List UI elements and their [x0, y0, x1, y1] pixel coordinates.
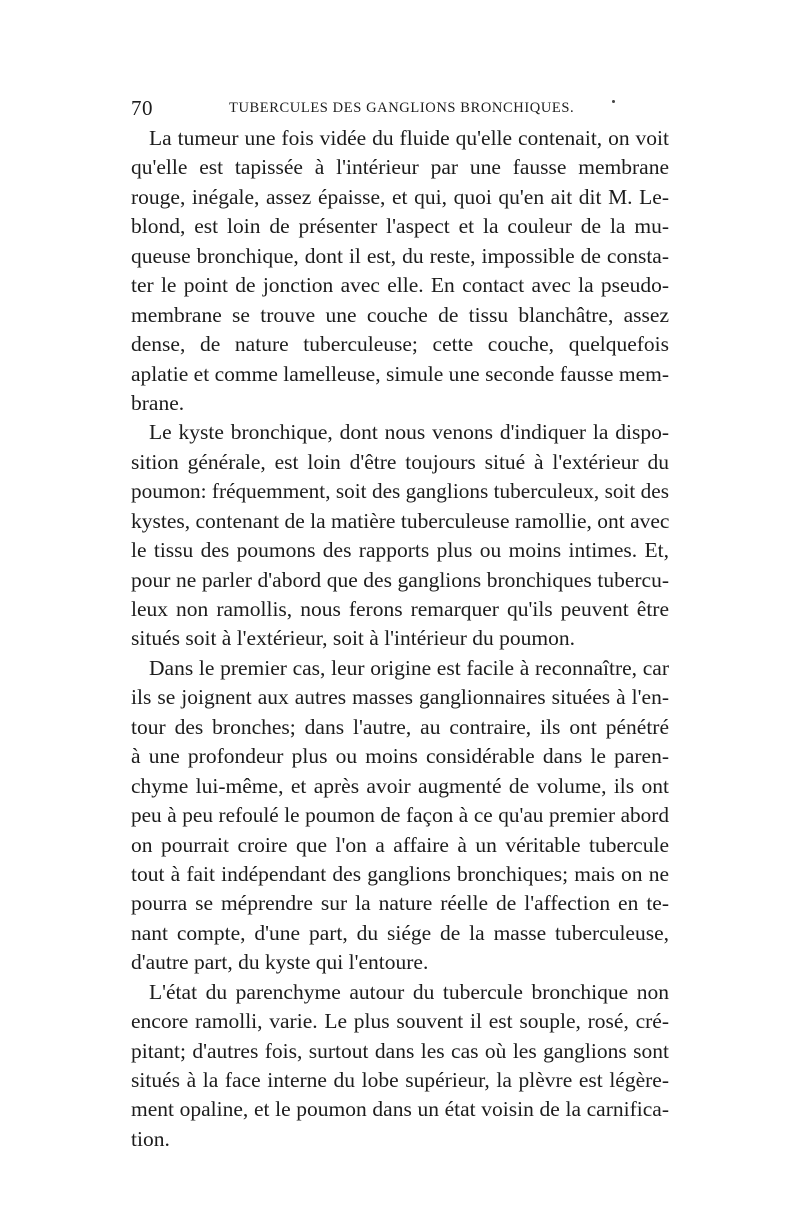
text-line: Le kyste bronchique, dont nous venons d'indiquer la dispo-	[149, 420, 669, 445]
text-line: encore ramolli, varie. Le plus souvent il est souple, rosé, cré-	[131, 1009, 669, 1034]
text-line: situés soit à l'extérieur, soit à l'intérieur du poumon.	[131, 626, 575, 651]
running-head	[131, 96, 611, 122]
text-line: brane.	[131, 390, 185, 415]
text-line: tour des bronches; dans l'autre, au contraire, ils ont pénétré	[131, 714, 669, 739]
text-line: pour ne parler d'abord que des ganglions bronchiques tubercu-	[131, 567, 669, 592]
text-line: nant compte, d'une part, du siége de la masse tuberculeuse,	[131, 920, 669, 945]
text-line: rouge, inégale, assez épaisse, et qui, quoi qu'en ait dit M. Le-	[131, 184, 669, 209]
text-line: ment opaline, et le poumon dans un état voisin de la carnifica-	[131, 1097, 669, 1122]
text-line: pitant; d'autres fois, surtout dans les cas où les ganglions sont	[131, 1038, 669, 1063]
text-line: Dans le premier cas, leur origine est facile à reconnaître, car	[149, 655, 669, 680]
text-line: tout à fait indépendant des ganglions bronchiques; mais on ne	[131, 861, 669, 886]
text-line: d'autre part, du kyste qui l'entoure.	[131, 950, 429, 975]
text-line: qu'elle est tapissée à l'intérieur par une fausse membrane	[131, 155, 669, 180]
text-line: pourra se méprendre sur la nature réelle de l'affection en te-	[131, 891, 669, 916]
text-line: L'état du parenchyme autour du tubercule bronchique non	[149, 979, 669, 1004]
text-line: on pourrait croire que l'on a affaire à un véritable tubercule	[131, 832, 669, 857]
text-line: ter le point de jonction avec elle. En contact avec la pseudo-	[131, 273, 669, 298]
text-line: chyme lui-même, et après avoir augmenté de volume, ils ont	[131, 773, 669, 798]
text-line: La tumeur une fois vidée du fluide qu'elle contenait, on voit	[149, 126, 669, 150]
text-line: situés à la face interne du lobe supérieur, la plèvre est légère-	[131, 1068, 669, 1092]
text-line: peu à peu refoulé le poumon de façon à ce qu'au premier abord	[131, 803, 669, 828]
text-line: leux non ramollis, nous ferons remarquer qu'ils peuvent être	[131, 597, 669, 621]
page-number: 70	[131, 96, 153, 120]
text-line: blond, est loin de présenter l'aspect et la couleur de la mu-	[131, 214, 669, 239]
text-line: dense, de nature tuberculeuse; cette couche, quelquefois	[131, 332, 669, 357]
running-title: TUBERCULES DES GANGLIONS BRONCHIQUES.	[229, 100, 575, 116]
text-line: poumon: fréquemment, soit des ganglions tuberculeux, soit des	[131, 479, 669, 504]
text-line: aplatie et comme lamelleuse, simule une seconde fausse mem-	[131, 361, 669, 386]
text-line: ils se joignent aux autres masses ganglionnaires situées à l'en-	[131, 685, 669, 710]
text-line: kystes, contenant de la matière tuberculeuse ramollie, ont avec	[131, 508, 670, 533]
text-line: à une profondeur plus ou moins considérable dans le paren-	[131, 744, 669, 769]
print-speck	[612, 100, 615, 103]
text-line: sition générale, est loin d'être toujours situé à l'extérieur du	[131, 449, 669, 474]
text-line: membrane se trouve une couche de tissu blanchâtre, assez	[131, 302, 669, 327]
body-text	[131, 124, 669, 1154]
text-line: tion.	[131, 1126, 170, 1151]
text-line: queuse bronchique, dont il est, du reste, impossible de consta-	[131, 243, 669, 268]
text-line: le tissu des poumons des rapports plus ou moins intimes. Et,	[131, 538, 669, 563]
